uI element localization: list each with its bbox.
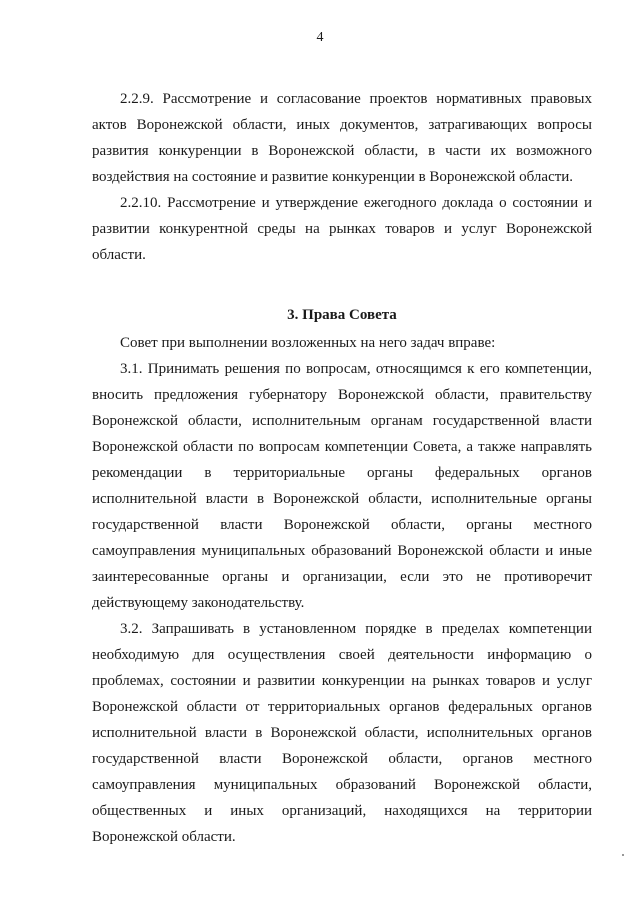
paragraph-2-2-10: 2.2.10. Рассмотрение и утверждение ежегодного доклада о состоянии и развитии конкурентной среды на рынках товаров и услуг Воронежской области.: [92, 195, 592, 263]
page-number: 4: [316, 30, 324, 45]
paragraph-3-1: 3.1. Принимать решения по вопросам, относящимся к его компетенции, вносить предложения губернатору Воронежской области, правительству Воронежской области, исполнительным органам государственной власти Воронежской области по вопросам компетенции Совета, а также направлять рекомендации в территориальные органы федеральных органов исполнительной власти в Воронежской области, исполнительные органы государственной власти Воронежской области, органы местного самоуправления муниципальных образований Воронежской области и иные заинтересованные органы и организации, если это не противоречит действующему законодательству.: [92, 361, 592, 611]
document-body: [92, 86, 592, 850]
paragraph-3-2: 3.2. Запрашивать в установленном порядке в пределах компетенции необходимую для осуществления своей деятельности информацию о проблемах, состоянии и развитии конкуренции на рынках товаров и услуг Воронежской области от территориальных органов федеральных органов исполнительной власти в Воронежской области, исполнительных органов государственной власти Воронежской области, органов местного самоуправления муниципальных образований Воронежской области, общественных и иных организаций, находящихся на территории Воронежской области.: [92, 621, 592, 845]
section-heading-3: 3. Права Совета: [287, 307, 397, 323]
section-3-intro: Совет при выполнении возложенных на него задач вправе:: [120, 335, 496, 351]
scan-speck: [622, 854, 624, 856]
paragraph-2-2-9: 2.2.9. Рассмотрение и согласование проектов нормативных правовых актов Воронежской области, иных документов, затрагивающих вопросы развития конкуренции в Воронежской области, в части их возможного воздействия на состояние и развитие конкуренции в Воронежской области.: [92, 91, 592, 185]
